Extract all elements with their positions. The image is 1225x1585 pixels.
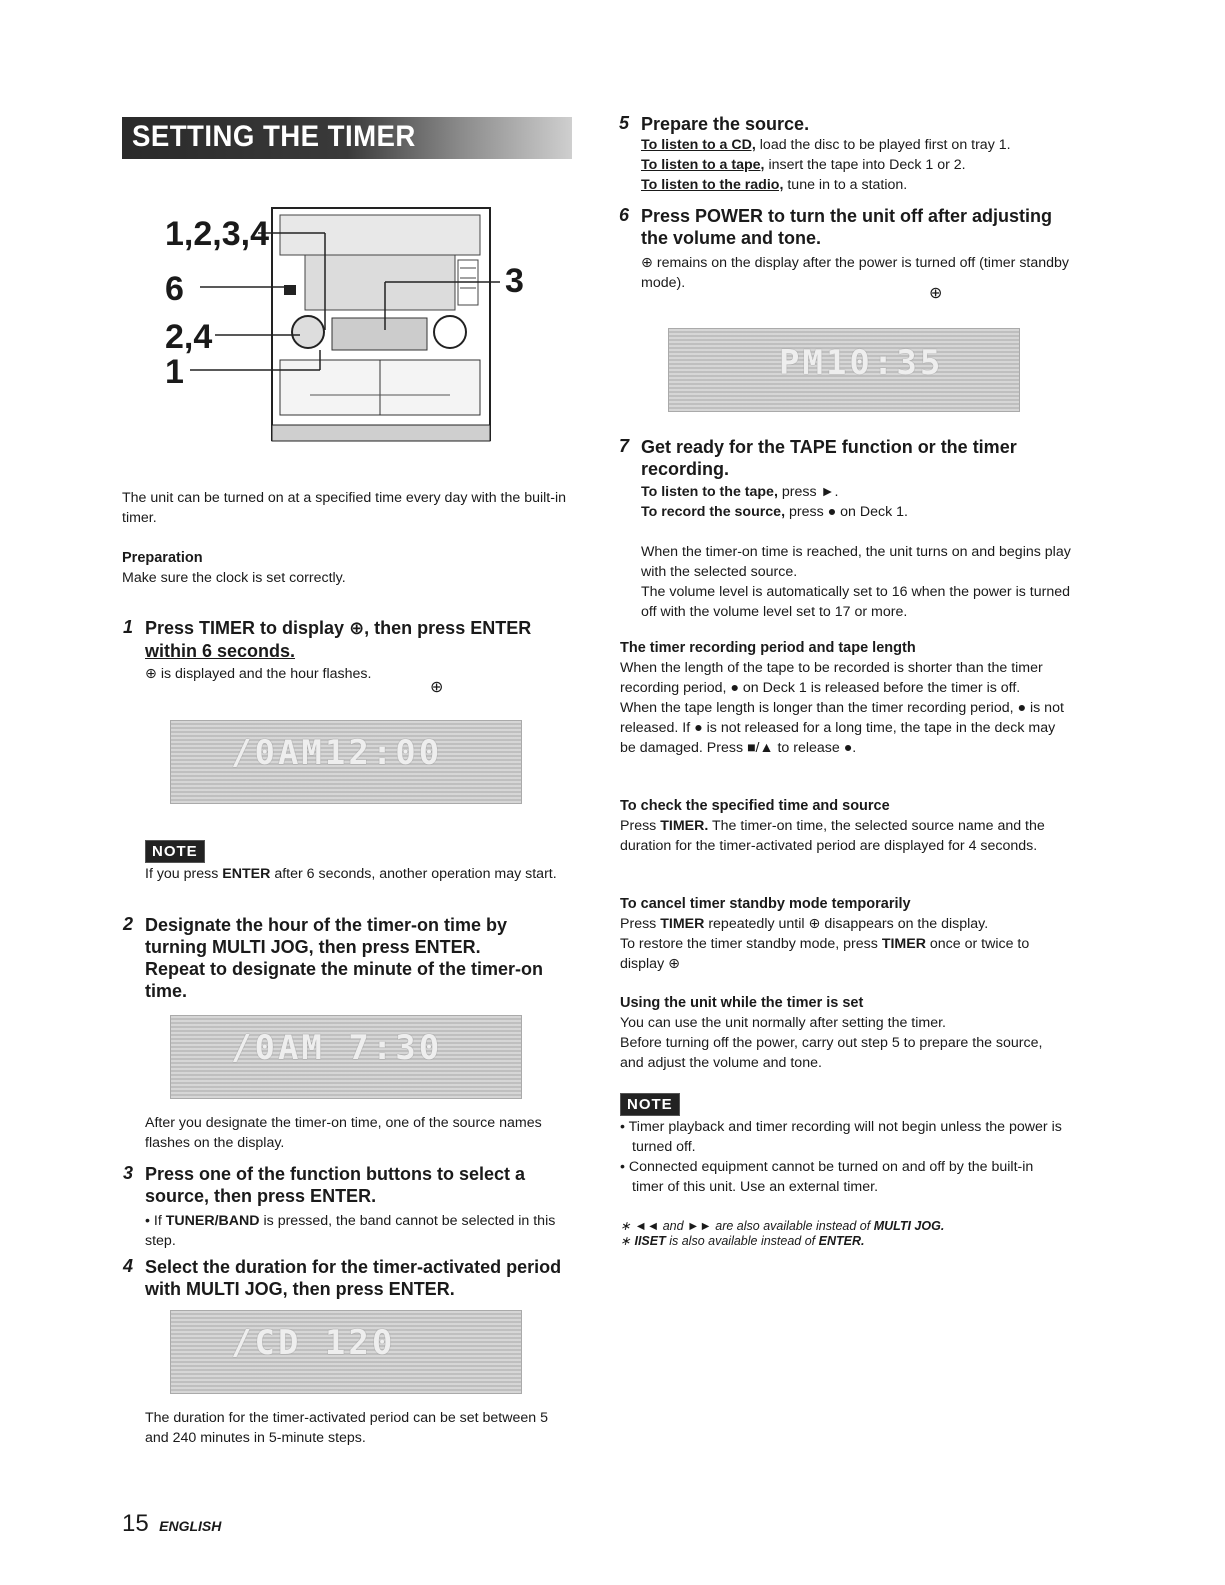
section-check-time: To check the specified time and source Press TIMER. The timer-on time, the selected source name and the duration for the timer-activated period are displayed for 4 seconds.: [620, 796, 1066, 856]
step4-heading: Select the duration for the timer-activated period with MULTI JOG, then press ENTER.: [145, 1257, 562, 1299]
step-number: 1: [123, 617, 134, 637]
step1-heading-b: , then press ENTER: [364, 618, 532, 638]
lcd-display-step1: [170, 720, 522, 804]
callout-6: 6: [165, 270, 184, 308]
callout-1: 1: [165, 353, 184, 391]
step-number: 4: [123, 1256, 134, 1276]
step1-heading-c: within 6 seconds.: [145, 641, 296, 661]
step7-para-2: The volume level is automatically set to 16 when the power is turned off with the volume level set to 17 or more.: [641, 584, 1070, 620]
section-para: You can use the unit normally after setting the timer.: [620, 1015, 946, 1031]
lcd-readout: PM10:35: [779, 343, 944, 383]
lcd-readout: /CD 120: [231, 1323, 396, 1363]
clock-icon: ⊕: [929, 283, 943, 302]
step-number: 5: [619, 113, 630, 133]
note-badge: NOTE: [620, 1093, 680, 1116]
section-cancel-standby: To cancel timer standby mode temporarily Press TIMER repeatedly until ⊕ disappears on the display. To restore the timer standby mode, press TIMER once or twice to display ⊕: [620, 894, 1066, 974]
section-para: Before turning off the power, carry out step 5 to prepare the source, and adjust the volume and tone.: [620, 1035, 1043, 1071]
note-bullet: • Timer playback and timer recording will not begin unless the power is turned off.: [620, 1119, 1062, 1155]
clock-icon: ⊕: [145, 666, 157, 682]
clock-icon: ⊕: [808, 916, 821, 932]
section-heading: The timer recording period and tape length: [620, 640, 916, 656]
stereo-diagram: [160, 200, 560, 460]
callout-1234: 1,2,3,4: [165, 215, 269, 253]
clock-icon: ⊕: [641, 255, 653, 271]
lcd-display-step2: [170, 1015, 522, 1099]
step2-heading: Designate the hour of the timer-on time by turning MULTI JOG, then press ENTER.: [145, 915, 508, 957]
step2-heading-2: Repeat to designate the minute of the timer-on time.: [145, 959, 544, 1001]
note1-text: If you press ENTER after 6 seconds, another operation may start.: [145, 866, 557, 882]
section-recording-period: [620, 638, 1066, 758]
tips: ∗ ◄◄ and ►► are also available instead of MULTI JOG. ∗ IISET is also available instead of ENTER.: [620, 1219, 945, 1248]
section-using-unit: [620, 993, 1066, 1073]
section-heading: Using the unit while the timer is set: [620, 995, 864, 1011]
lcd-display-step4: [170, 1310, 522, 1394]
step7-para-1: When the timer-on time is reached, the unit turns on and begins play with the selected source.: [641, 544, 1071, 580]
page-title: SETTING THE TIMER: [132, 120, 416, 153]
step3-heading: Press one of the function buttons to select a source, then press ENTER.: [145, 1164, 526, 1206]
step6-heading: Press POWER to turn the unit off after adjusting the volume and tone.: [641, 206, 1053, 248]
page-footer: [122, 1510, 221, 1538]
clock-icon: ⊕: [668, 956, 681, 972]
callout-24: 2,4: [165, 318, 213, 356]
step5-heading: Prepare the source.: [641, 114, 810, 134]
page-number: 15: [122, 1510, 149, 1537]
note-badge: NOTE: [145, 840, 205, 863]
step1-heading-a: Press TIMER to display: [145, 618, 345, 638]
section-heading: To cancel timer standby mode temporarily: [620, 896, 911, 912]
step-5: 5 Prepare the source. To listen to a CD, load the disc to be played first on tray 1. To listen to a tape, insert the tape into Deck 1 or 2. To listen to the radio, tune in to a station.: [641, 113, 1081, 195]
step-6: [619, 205, 1081, 293]
intro-text: The unit can be turned on at a specified time every day with the built-in timer.: [122, 490, 567, 526]
step7-heading: Get ready for the TAPE function or the timer recording.: [641, 437, 1017, 479]
section-heading: To check the specified time and source: [620, 798, 890, 814]
step2-text: After you designate the timer-on time, one of the source names flashes on the display.: [145, 1115, 542, 1151]
step4-text: The duration for the timer-activated period can be set between 5 and 240 minutes in 5-minute steps.: [145, 1410, 548, 1446]
section-para: When the length of the tape to be recorded is shorter than the timer recording period, ● on Deck 1 is released before the timer is off.: [620, 660, 1043, 696]
callout-3: 3: [505, 262, 524, 300]
clock-icon: ⊕: [349, 618, 365, 639]
step6-text: remains on the display after the power is turned off (timer standby mode).: [641, 255, 1070, 291]
section-para: When the tape length is longer than the timer recording period, ● is not released. If ● is not released for a long time, the tape in the deck may be damaged. Press ■/▲ to release ●.: [620, 700, 1064, 756]
note-bullet: • Connected equipment cannot be turned on and off by the built-in timer of this unit. Use an external timer.: [620, 1159, 1034, 1195]
step-3: 3 Press one of the function buttons to select a source, then press ENTER. • If TUNER/BAND is pressed, the band cannot be selected in this step.: [145, 1163, 573, 1251]
step-1: [123, 617, 575, 684]
preparation-heading: Preparation: [122, 550, 203, 566]
lcd-readout: /0AM12:00: [231, 733, 443, 773]
lcd-display-step6: [668, 328, 1020, 412]
step-number: 6: [619, 205, 630, 225]
step-number: 7: [619, 436, 630, 456]
step-2: [123, 914, 573, 1002]
clock-icon: ⊕: [430, 677, 444, 696]
note2-list: [620, 1117, 1066, 1197]
step-4: [123, 1256, 573, 1300]
lcd-readout: /0AM 7:30: [231, 1028, 443, 1068]
language-label: ENGLISH: [159, 1518, 222, 1534]
preparation-text: Make sure the clock is set correctly.: [122, 570, 346, 586]
step-number: 2: [123, 914, 134, 934]
page-title-band: [122, 117, 572, 159]
step-number: 3: [123, 1163, 134, 1183]
step1-text: is displayed and the hour flashes.: [160, 666, 372, 682]
step-7: 7 Get ready for the TAPE function or the timer recording. To listen to the tape, press ►. To record the source, press ● on Deck 1. When the timer-on time is reached, the unit turns on and begins play with the selected source. The volume level is automatically set to 16 when the power is turned off with the volume level set to 17 or more.: [641, 436, 1081, 622]
